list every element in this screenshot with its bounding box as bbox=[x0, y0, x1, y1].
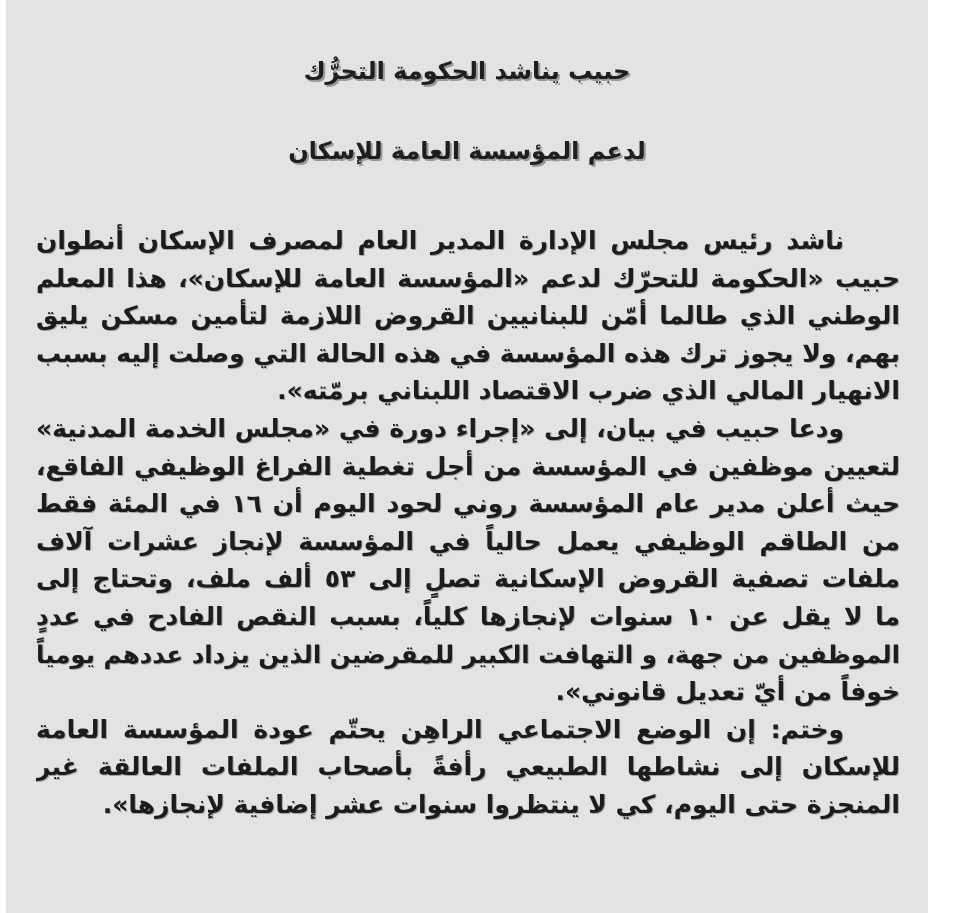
body-line: ملفات تصفية القروض الإسكانية تصلٍ إلى ٥٣ ألف ملف، وتحتاج إلى bbox=[36, 564, 900, 594]
body-line: الموظفين من جهة، و التهافت الكبير للمقرضين الذين يزداد عددهم يومياً bbox=[36, 639, 900, 669]
article-panel bbox=[6, 0, 928, 913]
body-line: من الطاقم الوظيفي يعمل حالياً في المؤسسة لإنجاز عشرات آلاف bbox=[36, 526, 900, 556]
body-line: لتعيين موظفين في المؤسسة من أجل تغطية الفراغ الوظيفي الفاقع، bbox=[36, 451, 900, 481]
article-body bbox=[36, 222, 900, 824]
body-line: خوفاً من أيّ تعديل قانوني». bbox=[555, 677, 900, 707]
body-line: المنجزة حتى اليوم، كي لا ينتظروا سنوات عشر إضافية لإنجازها». bbox=[102, 789, 900, 819]
body-line: ما لا يقل عن ١٠ سنوات لإنجازها كلياً، بسبب النقص الفادح في عددٍ bbox=[36, 601, 900, 631]
body-line: حبيب «الحكومة للتحرّك لدعم «المؤسسة العامة للإسكان»، هذا المعلم bbox=[36, 263, 900, 293]
paragraph-3 bbox=[36, 711, 900, 824]
body-line: ناشد رئيس مجلس الإدارة المدير العام لمصرف الإسكان أنطوان bbox=[36, 226, 844, 255]
headline-line-2: لدعم المؤسسة العامة للإسكان bbox=[288, 137, 646, 165]
paragraph-1 bbox=[36, 222, 900, 410]
headline-line-1: حبيب يناشد الحكومة التحرُّك bbox=[303, 57, 631, 85]
body-line: بهم، ولا يجوز ترك هذه المؤسسة في هذه الحالة التي وصلت إليه بسبب bbox=[36, 338, 900, 368]
body-line: للإسكان إلى نشاطها الطبيعي رأفةً بأصحاب الملفات العالقة غير bbox=[36, 752, 900, 782]
body-line: وختم: إن الوضع الاجتماعي الراهِن يحتّم عودة المؤسسة العامة bbox=[36, 714, 844, 744]
body-line: ودعا حبيب في بيان، إلى «إجراء دورة في «مجلس الخدمة المدنية» bbox=[36, 413, 844, 443]
paragraph-2 bbox=[36, 410, 900, 711]
body-line: الانهيار المالي الذي ضرب الاقتصاد اللبناني برمّته». bbox=[277, 376, 900, 406]
body-line: الوطني الذي طالما أمّن للبنانيين القروض اللازمة لتأمين مسكن يليق bbox=[36, 301, 900, 331]
body-line: حيث أعلن مدير عام المؤسسة روني لحود اليوم أن ١٦ في المئة فقط bbox=[36, 489, 900, 519]
